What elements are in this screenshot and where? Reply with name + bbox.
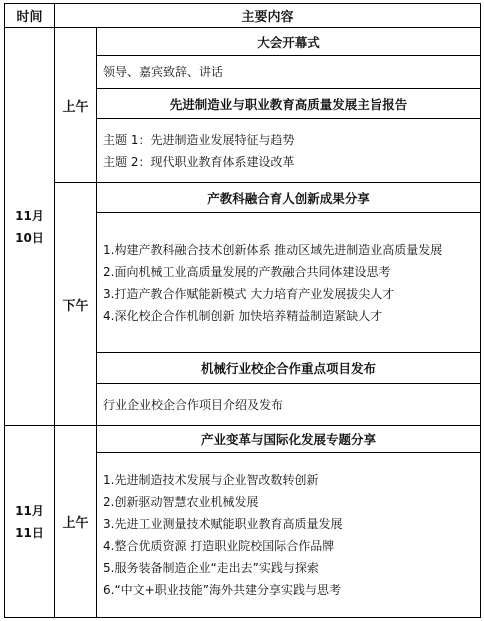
section-body-opening (97, 56, 480, 88)
header-content: 主要内容 (241, 10, 294, 25)
list-item: 2.面向机械工业高质量发展的产教融合共同体建设思考 (103, 264, 391, 279)
date-day1 (5, 28, 54, 425)
list-item: 4.深化校企合作机制创新 加快培养精益制造紧缺人才 (103, 308, 383, 323)
list-item: 3.先进工业测量技术赋能职业教育高质量发展 (103, 517, 343, 531)
table-border-right (480, 3, 481, 618)
section-title-opening: 大会开幕式 (257, 34, 320, 50)
date-day2-month: 11月 (15, 503, 44, 518)
section-title-integration: 产教科融合育人创新成果分享 (207, 190, 370, 206)
list-item: 行业企业校企合作项目介绍及发布 (103, 397, 284, 412)
date-day1-month: 11月 (15, 208, 44, 223)
list-item: 5.服务装备制造企业“走出去”实践与探索 (103, 561, 319, 575)
period-day1-afternoon: 下午 (62, 298, 89, 314)
table-border-bottom (4, 617, 481, 618)
section-body-keynote (97, 119, 480, 182)
section-body-projects (97, 384, 480, 425)
period-day1-morning: 上午 (62, 99, 89, 115)
list-item: 主题 2：现代职业教育体系建设改革 (103, 154, 295, 169)
date-day2 (5, 426, 54, 617)
list-item: 4.整合优质资源 打造职业院校国际合作品牌 (103, 539, 335, 553)
section-title-projects: 机械行业校企合作重点项目发布 (200, 361, 376, 376)
list-item: 1.先进制造技术发展与企业智改数转创新 (103, 473, 319, 487)
list-item: 1.构建产教科融合技术创新体系 推动区域先进制造业高质量发展 (103, 242, 443, 257)
date-day2-day: 11日 (15, 525, 44, 540)
list-item: 3.打造产教合作赋能新模式 大力培育产业发展拔尖人才 (103, 286, 395, 301)
list-item: 6.“中文+职业技能”海外共建分享实践与思考 (103, 583, 341, 597)
list-item: 领导、嘉宾致辞、讲话 (103, 65, 224, 79)
section-body-industry (97, 453, 480, 617)
section-title-keynote: 先进制造业与职业教育高质量发展主旨报告 (169, 96, 408, 112)
section-body-integration (97, 213, 480, 352)
section-title-industry: 产业变革与国际化发展专题分享 (200, 432, 376, 447)
list-item: 2.创新驱动智慧农业机械发展 (103, 495, 259, 509)
date-day1-day: 10日 (15, 230, 44, 245)
header-time: 时间 (16, 10, 43, 25)
period-day2-morning: 上午 (62, 516, 89, 531)
list-item: 主题 1：先进制造业发展特征与趋势 (103, 132, 295, 147)
